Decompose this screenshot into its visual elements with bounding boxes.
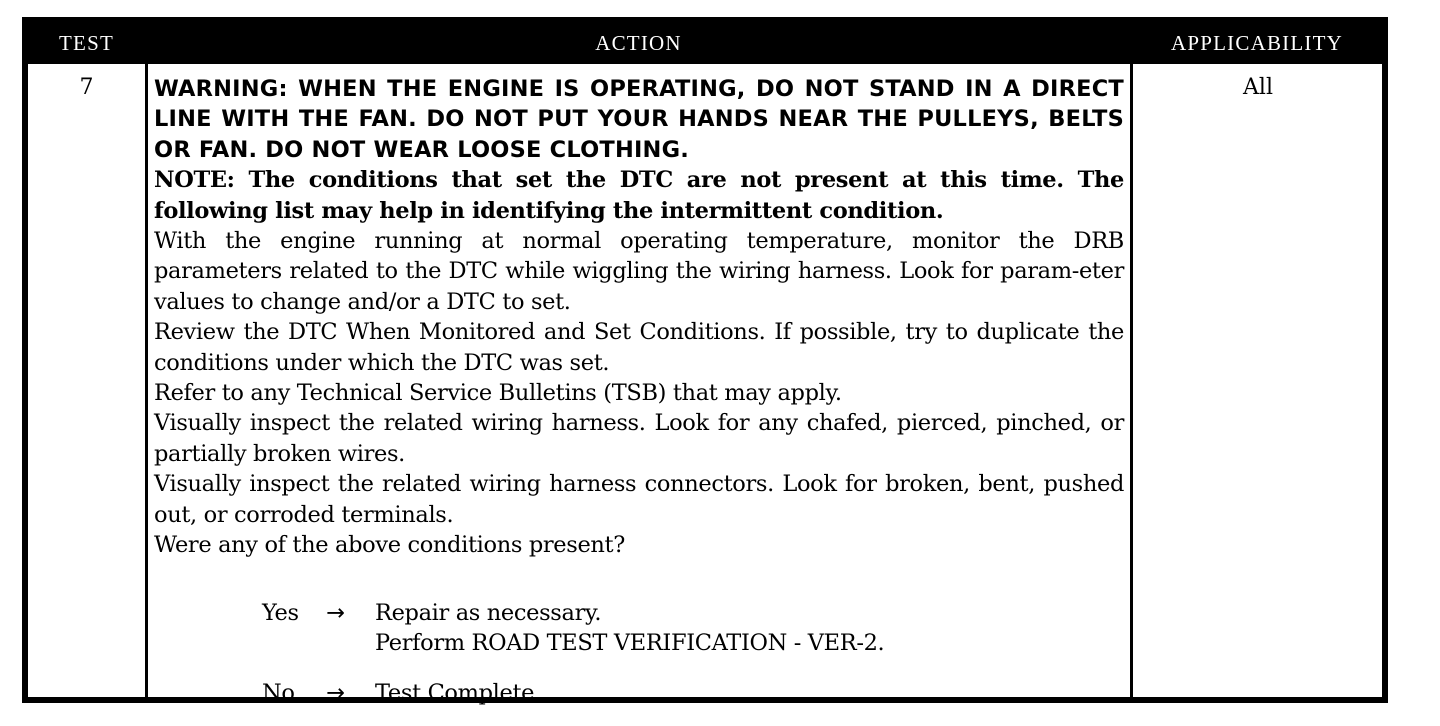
answer-no bbox=[154, 678, 1124, 708]
action-paragraph: Refer to any Technical Service Bulletins (TSB) that may apply. bbox=[154, 380, 842, 407]
action-paragraph: Visually inspect the related wiring harness. Look for any chafed, pierced, pinched, or partially broken wires. bbox=[154, 410, 1124, 467]
column-divider bbox=[145, 64, 148, 697]
table-header bbox=[28, 23, 1382, 64]
question-text: Were any of the above conditions present? bbox=[154, 532, 625, 559]
test-number: 7 bbox=[79, 75, 94, 100]
column-divider bbox=[1130, 64, 1133, 697]
answer-yes-text bbox=[375, 598, 884, 659]
header-action: ACTION bbox=[595, 31, 682, 55]
action-paragraph: Review the DTC When Monitored and Set Conditions. If possible, try to duplicate the conditions under which the DTC was set. bbox=[154, 319, 1124, 376]
applicability-value: All bbox=[1243, 75, 1273, 100]
header-applicability: APPLICABILITY bbox=[1171, 31, 1343, 55]
action-paragraph: With the engine running at normal operating temperature, monitor the DRB parameters related to the DTC while wiggling the wiring harness. Look for param-eter values to change and/or a DTC to set. bbox=[154, 228, 1124, 315]
answer-yes-line2: Perform ROAD TEST VERIFICATION - VER-2. bbox=[375, 630, 885, 657]
action-paragraph: Visually inspect the related wiring harness connectors. Look for broken, bent, pushed out, or corroded terminals. bbox=[154, 471, 1124, 528]
answer-yes-line1: Repair as necessary. bbox=[375, 600, 602, 626]
diagnostic-test-table bbox=[22, 17, 1388, 706]
header-test: TEST bbox=[59, 31, 114, 55]
arrow-right-icon: → bbox=[326, 600, 345, 626]
arrow-right-icon: → bbox=[326, 680, 345, 706]
answer-no-text: Test Complete. bbox=[375, 680, 541, 706]
answer-no-label: No bbox=[262, 680, 295, 706]
answer-block bbox=[154, 598, 1124, 708]
answer-yes bbox=[154, 598, 1124, 659]
note-text: NOTE: The conditions that set the DTC are not present at this time. The following list may help in identifying the intermittent condition. bbox=[154, 167, 1124, 224]
warning-text: WARNING: WHEN THE ENGINE IS OPERATING, DO NOT STAND IN A DIRECT LINE WITH THE FAN. DO NOT PUT YOUR HANDS NEAR THE PULLEYS, BELTS OR FAN. DO NOT WEAR LOOSE CLOTHING. bbox=[154, 76, 1124, 163]
answer-yes-label: Yes bbox=[262, 600, 299, 626]
action-cell bbox=[154, 74, 1124, 561]
